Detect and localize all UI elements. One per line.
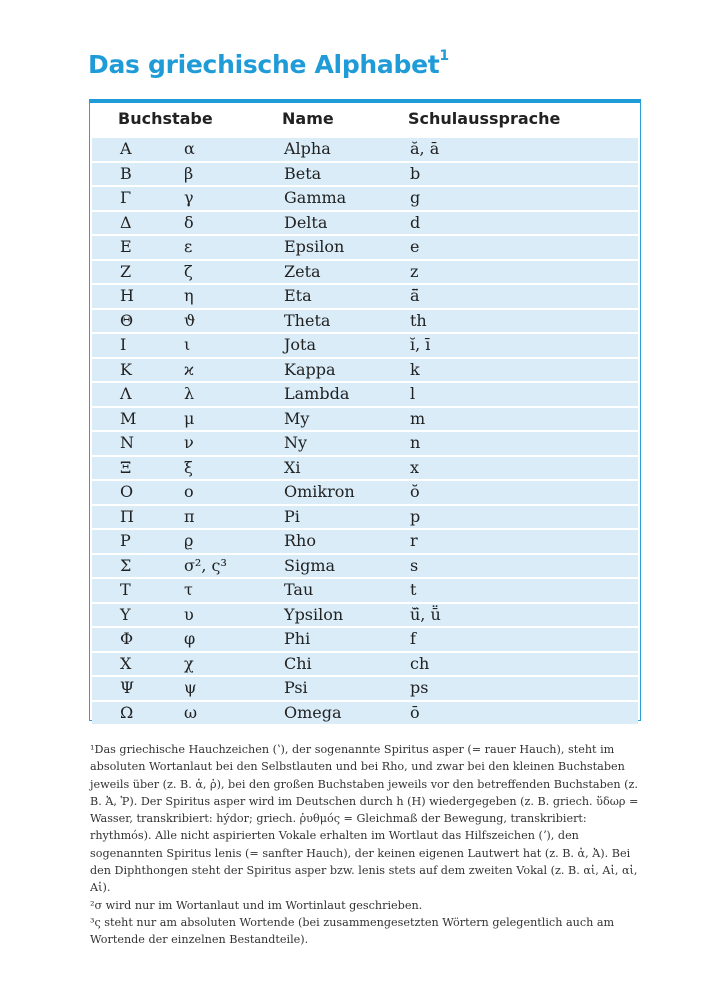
table-row [92,457,638,480]
lowercase-letter: ϑ [184,310,196,330]
pronunciation: ō [410,702,420,722]
letter-name: Chi [284,653,312,673]
pronunciation: l [410,384,416,403]
footnotes [90,741,642,949]
letter-name: Theta [284,310,331,330]
footnote-2: ²σ wird nur im Wortanlaut und im Wortinlaut geschrieben. [90,898,423,912]
lowercase-letter: ξ [184,457,193,477]
table-row [92,187,638,210]
table-row [92,310,638,333]
lowercase-letter: β [184,163,194,183]
table-row [92,481,638,504]
table-header [90,103,640,136]
table-row [92,604,638,627]
letter-name: My [284,408,310,428]
letter-name: Jota [284,335,317,354]
table-body [92,138,638,726]
title-footnote-mark: 1 [439,48,449,64]
letter-name: Omega [284,702,342,722]
letter-name: Alpha [284,139,331,158]
lowercase-letter: ϰ [184,359,194,379]
uppercase-letter: Ε [120,237,132,256]
lowercase-letter: χ [184,653,194,673]
uppercase-letter: Ν [120,433,134,452]
uppercase-letter: Τ [120,580,131,599]
letter-name: Beta [284,163,322,183]
uppercase-letter: Γ [120,188,132,207]
uppercase-letter: Ζ [120,261,132,281]
letter-name: Zeta [284,261,321,281]
table-row [92,677,638,700]
pronunciation: g [410,188,421,207]
lowercase-letter: ο [184,482,194,501]
letter-name: Rho [284,531,316,550]
footnote-1: ¹Das griechische Hauchzeichen (ʽ), der sogenannte Spiritus asper (= rauer Hauch), steht im absoluten Wortanlaut bei den Selbstlauten und bei Rho, und zwar bei den kleinen Buchstaben jeweils über (z. B. ἁ, ῥ), bei den großen Buchstaben jeweils vor den betreffenden Buchstaben (z. B. Ἁ, Ῥ). Der Spiritus asper wird im Deutschen durch h (H) wiedergegeben (z. B. griech. ὕδωρ = Wasser, transkribiert: hýdor; griech. ῥυθμός = Gleichmaß der Bewegung, transkribiert: rhythmós). Alle nicht aspirierten Vokale erhalten im Wortlaut das Hilfszeichen (ʼ), den sogenannten Spiritus lenis (= sanfter Hauch), der keinen eigenen Lautwert hat (z. B. ἀ, Ἀ). Bei den Diphthongen steht der Spiritus asper bzw. lenis stets auf dem zweiten Vokal (z. B. αἱ, Αἱ, αἰ, Αἰ). [90,743,639,895]
pronunciation: s [410,555,419,575]
table-row [92,408,638,431]
pronunciation: ā̈ [410,286,420,305]
letter-name: Delta [284,212,328,232]
pronunciation: k [410,359,420,379]
table-row [92,432,638,455]
table-row [92,579,638,602]
uppercase-letter: Χ [120,653,132,673]
pronunciation: t [410,580,417,599]
table-row [92,702,638,725]
title-text: Das griechische Alphabet [88,50,440,79]
table-row [92,334,638,357]
lowercase-letter: λ [184,384,195,403]
table-row [92,236,638,259]
pronunciation: ŭ̈, ṻ [410,604,441,624]
pronunciation: ŏ [410,482,420,501]
lowercase-letter: φ [184,629,196,648]
lowercase-letter: ζ [184,261,193,281]
pronunciation: p [410,506,421,526]
pronunciation: ps [410,678,429,697]
uppercase-letter: Σ [120,555,132,575]
uppercase-letter: Α [120,139,132,158]
lowercase-letter: δ [184,212,194,232]
uppercase-letter: Π [120,506,134,526]
header-pronunciation: Schulaussprache [408,109,561,128]
table-row [92,261,638,284]
pronunciation: r [410,531,418,550]
lowercase-letter: τ [184,580,193,599]
table-row [92,383,638,406]
lowercase-letter: η [184,286,194,305]
pronunciation: ch [410,653,430,673]
table-row [92,628,638,651]
header-letter: Buchstabe [118,109,213,128]
lowercase-letter: ϱ [184,531,194,550]
uppercase-letter: Ο [120,482,134,501]
letter-name: Lambda [284,384,350,403]
uppercase-letter: Ι [120,335,127,354]
lowercase-letter: γ [184,188,194,207]
letter-name: Omikron [284,482,355,501]
table-row [92,506,638,529]
pronunciation: th [410,310,427,330]
table-row [92,212,638,235]
lowercase-letter: ν [184,433,194,452]
lowercase-letter: ι [184,335,191,354]
table-row [92,653,638,676]
uppercase-letter: Η [120,286,134,305]
letter-name: Epsilon [284,237,345,256]
alphabet-table [89,99,641,721]
letter-name: Psi [284,678,308,697]
uppercase-letter: Ρ [120,531,131,550]
lowercase-letter: ω [184,702,198,722]
pronunciation: b [410,163,421,183]
uppercase-letter: Φ [120,629,134,648]
uppercase-letter: Ψ [120,678,135,697]
table-row [92,359,638,382]
uppercase-letter: Δ [120,212,132,232]
uppercase-letter: Ω [120,702,134,722]
letter-name: Phi [284,629,311,648]
pronunciation: m [410,408,426,428]
table-row [92,138,638,161]
page-title [88,50,449,79]
uppercase-letter: Λ [120,384,132,403]
uppercase-letter: Κ [120,359,132,379]
lowercase-letter: α [184,139,195,158]
table-row [92,530,638,553]
footnote-3: ³ς steht nur am absoluten Wortende (bei zusammengesetzten Wörtern gelegentlich auch am Wortende der einzelnen Bestandteile). [90,915,615,947]
lowercase-letter: ε [184,237,193,256]
uppercase-letter: Μ [120,408,137,428]
uppercase-letter: Ξ [120,457,132,477]
header-name: Name [282,109,334,128]
letter-name: Pi [284,506,300,526]
letter-name: Ypsilon [284,604,344,624]
uppercase-letter: Υ [120,604,131,624]
table-row [92,555,638,578]
pronunciation: ĭ, ī [410,335,431,354]
letter-name: Xi [284,457,301,477]
lowercase-letter: μ [184,408,195,428]
lowercase-letter: υ [184,604,194,624]
pronunciation: d [410,212,421,232]
pronunciation: f [410,629,416,648]
letter-name: Kappa [284,359,336,379]
lowercase-letter: ψ [184,678,197,697]
letter-name: Sigma [284,555,336,575]
letter-name: Gamma [284,188,347,207]
pronunciation: x [410,457,420,477]
table-row [92,285,638,308]
lowercase-letter: π [184,506,195,526]
letter-name: Eta [284,286,312,305]
pronunciation: e [410,237,420,256]
uppercase-letter: Θ [120,310,134,330]
pronunciation: ă, ā [410,139,440,158]
table-row [92,163,638,186]
pronunciation: n [410,433,421,452]
uppercase-letter: Β [120,163,132,183]
pronunciation: z [410,261,419,281]
letter-name: Ny [284,433,308,452]
letter-name: Tau [284,580,314,599]
lowercase-letter: σ², ς³ [184,555,227,575]
